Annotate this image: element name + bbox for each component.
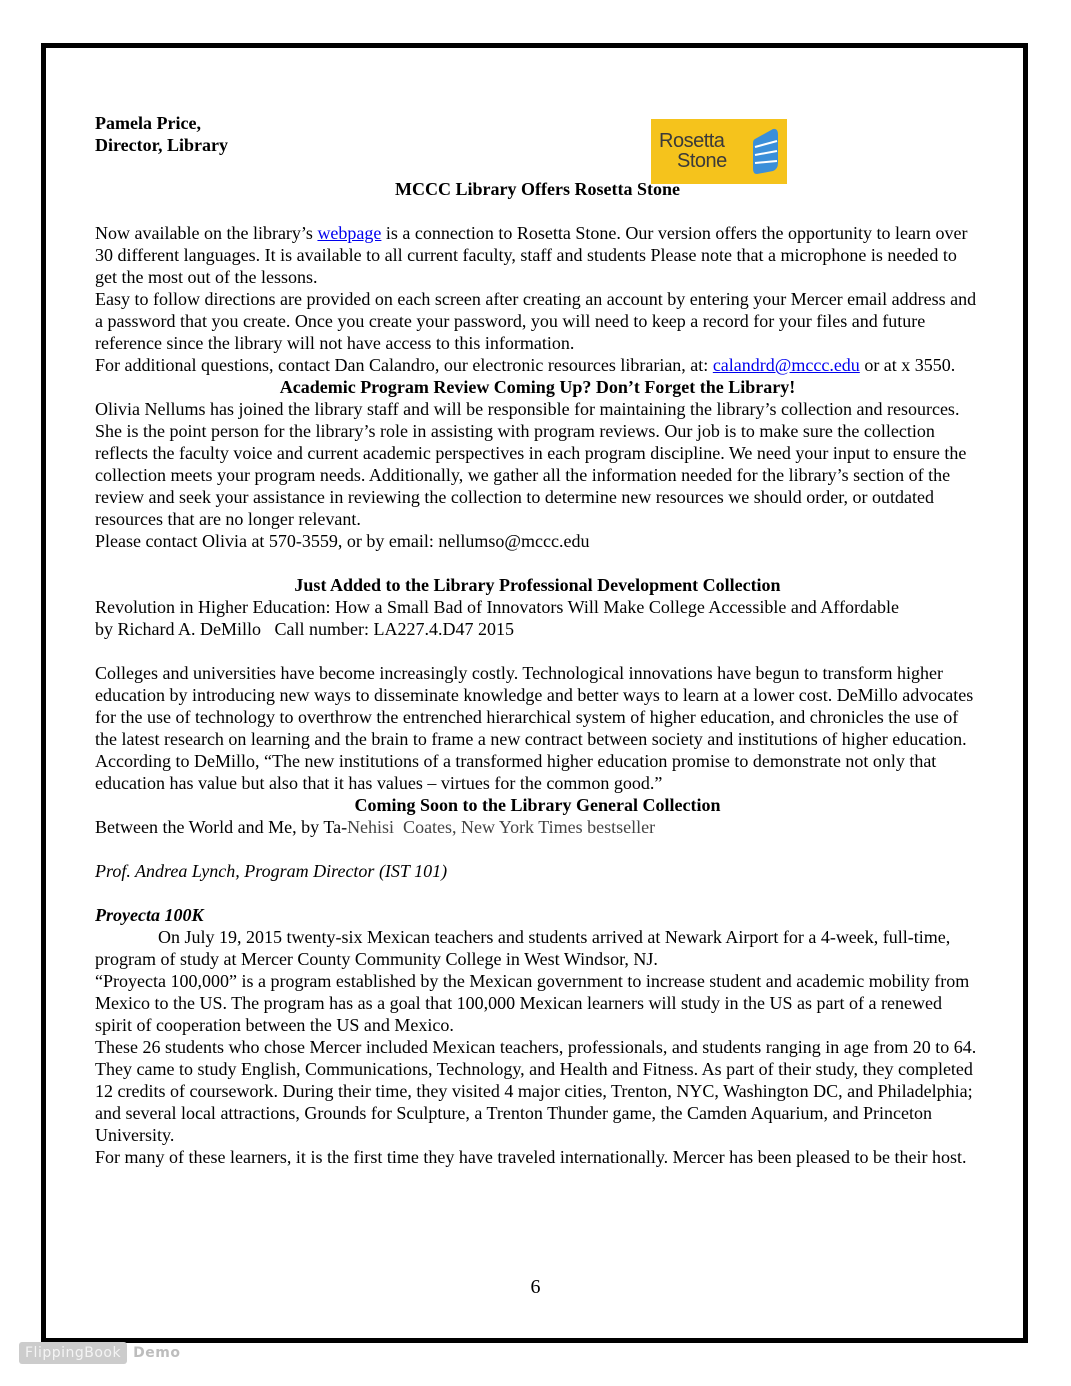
proyecta-paragraph-3: These 26 students who chose Mercer included Mexican teachers, professionals, and students ranging in age from 20 to 64. They came to study English, Communications, Technology, and Health and Fitness. As part of their study, they completed 12 credits of coursework. During their time, they visited 4 major cities, Trenton, NYC, Washington DC, and Philadelphia; and several local attractions, Grounds for Sculpture, a Trenton Thunder game, the Camden Aquarium, and Princeton University. <box>95 1037 977 1145</box>
book-description: Colleges and universities have become increasingly costly. Technological innovations have begun to transform higher education by introducing new ways to disseminate knowledge and better ways to learn at a lower cost. DeMillo advocates for the use of technology to overthrow the entrenched hierarchical system of higher education, and chronicles the use of the latest research on learning and the brain to frame a new contract between society and institutions of higher education. According to DeMillo, “The new institutions of a transformed higher education promise to demonstrate not only that education has value but also that it has values – virtues for the common good.” <box>95 663 974 793</box>
article-heading-proyecta: Proyecta 100K <box>95 905 204 925</box>
proyecta-paragraph-1: On July 19, 2015 twenty-six Mexican teachers and students arrived at Newark Airport for a 4-week, full-time, program of study at Mercer County Community College in West Windsor, NJ. <box>95 927 951 969</box>
watermark-brand: FlippingBook <box>19 1342 127 1364</box>
logo-word-stone: Stone <box>677 150 727 172</box>
rosetta-paragraph-1: Now available on the library’s webpage is a connection to Rosetta Stone. Our version offers the opportunity to learn over 30 different languages. It is available to all current faculty, staff and students Please note that a microphone is needed to get the most out of the lessons. <box>95 223 968 287</box>
webpage-link[interactable]: webpage <box>317 223 382 243</box>
section-heading-just-added: Just Added to the Library Professional Development Collection <box>294 575 781 595</box>
page-number: 6 <box>530 1276 541 1298</box>
rosetta-paragraph-3: For additional questions, contact Dan Calandro, our electronic resources librarian, at: calandrd@mccc.edu or at x 3550. <box>95 355 956 375</box>
page-content <box>95 112 980 1168</box>
section-heading-program-review: Academic Program Review Coming Up? Don’t Forget the Library! <box>279 377 796 397</box>
book-byline: by Richard A. DeMillo Call number: LA227.4.D47 2015 <box>95 619 514 639</box>
program-review-contact: Please contact Olivia at 570-3559, or by email: nellumso@mccc.edu <box>95 531 590 551</box>
section-heading-coming-soon: Coming Soon to the Library General Collection <box>354 795 721 815</box>
article-byline: Prof. Andrea Lynch, Program Director (IST 101) <box>95 861 448 881</box>
watermark-tag: Demo <box>133 1344 181 1361</box>
email-link-calandrd[interactable]: calandrd@mccc.edu <box>712 355 860 375</box>
rosetta-paragraph-2: Easy to follow directions are provided on each screen after creating an account by entering your Mercer email address and a password that you create. Once you create your password, you will need to keep a record for your files and future reference since the library will not have access to this information. <box>95 289 977 353</box>
coming-soon-item: Between the World and Me, by Ta-Nehisi Coates, New York Times bestseller <box>95 817 656 837</box>
book-title: Revolution in Higher Education: How a Small Bad of Innovators Will Make College Accessible and Affordable <box>95 597 899 617</box>
logo-word-rosetta: Rosetta <box>659 130 725 152</box>
proyecta-paragraph-4: For many of these learners, it is the first time they have traveled internationally. Mercer has been pleased to be their host. <box>95 1147 967 1167</box>
author-name: Pamela Price, <box>95 113 201 133</box>
author-title: Director, Library <box>95 135 228 155</box>
flippingbook-watermark[interactable] <box>19 1339 180 1366</box>
proyecta-paragraph-2: “Proyecta 100,000” is a program established by the Mexican government to increase student and academic mobility from Mexico to the US. The program has as a goal that 100,000 Mexican learners will study in the US as part of a renewed spirit of cooperation between the US and Mexico. <box>95 971 970 1035</box>
program-review-paragraph: Olivia Nellums has joined the library staff and will be responsible for maintaining the library’s collection and resources. She is the point person for the library’s role in assisting with program reviews. Our job is to make sure the collection reflects the faculty voice and current academic perspectives in each program discipline. We need your input to ensure the collection meets your program needs. Additionally, we gather all the information needed for the library’s section of the review and seek your assistance in reviewing the collection to determine new resources we should order, or outdated resources that are no longer relevant. <box>95 399 967 529</box>
section-heading-rosetta: MCCC Library Offers Rosetta Stone <box>395 179 680 199</box>
